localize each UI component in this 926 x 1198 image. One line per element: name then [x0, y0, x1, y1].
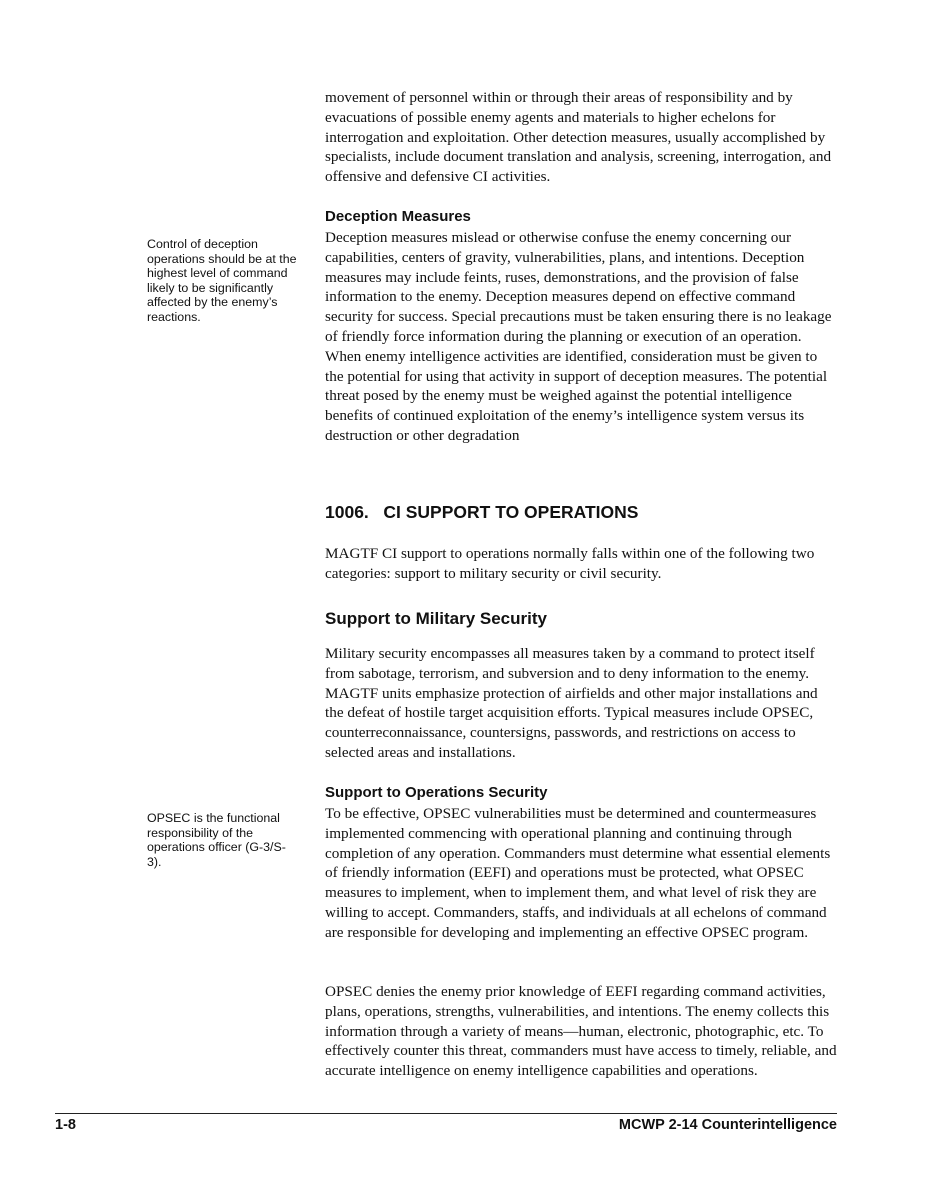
deception-measures-heading: Deception Measures — [325, 208, 471, 225]
opsec-margin-note: OPSEC is the functional responsibility of the operations officer (G-3/S-3). — [147, 811, 286, 869]
opsec-heading: Support to Operations Security — [325, 784, 548, 801]
intro-paragraph: movement of personnel within or through their areas of responsibility and by evacuations of possible enemy agents and materials to higher echelons for interrogation and exploitation. Other detection measures, usually accomplished by specialists, include document translation and analysis, screening, interrogation, and offensive and defensive CI activities. — [325, 89, 832, 186]
military-security-heading: Support to Military Security — [325, 609, 547, 628]
deception-margin-note: Control of deception operations should be at the highest level of command likely to be significantly affected by the enemy’s reactions. — [147, 237, 297, 324]
opsec-paragraph-1: To be effective, OPSEC vulnerabilities must be determined and countermeasures implemented commencing with operational planning and continuing through completion of any operation. Commanders must determine what essential elements of friendly information (EEFI) and operations must be protected, what OPSEC measures to implement, when to implement them, and what level of risk they are willing to accept. Commanders, staffs, and individuals at all echelons of command are responsible for developing and implementing an effective OPSEC program. — [325, 805, 831, 941]
deception-measures-paragraph: Deception measures mislead or otherwise confuse the enemy concerning our capabilities, centers of gravity, vulnerabilities, plans, and intentions. Deception measures may include feints, ruses, demonstrations, and the provision of false information to the enemy. Deception measures depend on effective command security for success. Special precautions must be taken ensuring there is no leakage of friendly force information during the planning or execution of an operation. When enemy intelligence activities are identified, consideration must be given to the potential for using that activity in support of deception measures. The potential threat posed by the enemy must be weighed against the potential intelligence benefits of continued exploitation of the enemy’s intelligence system versus its destruction or other degradation — [325, 229, 832, 444]
publication-title: MCWP 2-14 Counterintelligence — [618, 1117, 837, 1133]
section-intro-paragraph: MAGTF CI support to operations normally falls within one of the following two categories: support to military security or civil security. — [325, 545, 815, 582]
page-number: 1-8 — [55, 1117, 76, 1133]
footer-divider — [55, 1113, 837, 1114]
opsec-paragraph-2: OPSEC denies the enemy prior knowledge of EEFI regarding command activities, plans, operations, strengths, vulnerabilities, and intentions. The enemy collects this information through a variety of means—human, electronic, photographic, etc. To effectively counter this threat, commanders must have access to timely, reliable, and accurate intelligence on enemy intelligence capabilities and operations. — [325, 983, 837, 1080]
section-heading: 1006. CI SUPPORT TO OPERATIONS — [325, 502, 639, 522]
military-security-paragraph: Military security encompasses all measures taken by a command to protect itself from sabotage, terrorism, and subversion and to deny information to the enemy. MAGTF units emphasize protection of airfields and other major installations and the defeat of hostile target acquisition efforts. Typical measures include OPSEC, counterreconnaissance, countersigns, passwords, and restrictions on access to selected areas and installations. — [325, 645, 818, 761]
